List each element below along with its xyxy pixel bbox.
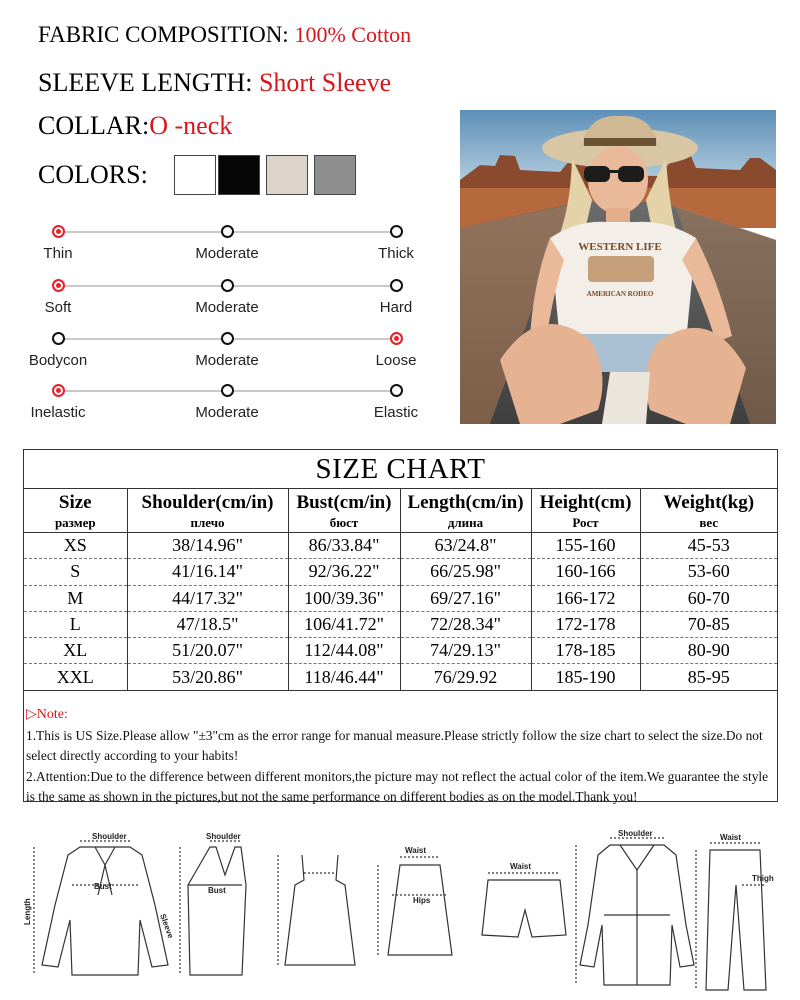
fabric-value: 100% Cotton [294,22,412,47]
fabric-composition [38,22,411,48]
collar-label: COLLAR: [38,111,150,140]
label-waist-shorts: Waist [510,862,532,871]
softness-scale [22,277,432,327]
scale-label-middle: Moderate [195,299,259,316]
blouse-diagram-icon [34,841,168,975]
scale-dot-middle [221,384,234,397]
scale-dot-left [52,332,65,345]
label-waist-pants: Waist [720,833,742,842]
color-swatch-beige[interactable] [266,155,308,195]
size-notes [26,705,773,808]
elasticity-scale [22,382,432,432]
shirt-text-bottom: AMERICAN RODEO [586,290,654,298]
size-chart-title: SIZE CHART [24,450,777,489]
scale-label-right: Elastic [373,404,419,421]
table-row: M 44/17.32" 100/39.36" 69/27.16" 166-172 60-70 [24,585,777,611]
pants-diagram-icon [696,843,766,990]
table-header-row [24,488,777,533]
fabric-label: FABRIC COMPOSITION: [38,22,289,47]
colors-label: COLORS: [38,160,148,189]
thickness-scale [22,223,432,273]
color-swatch-black[interactable] [218,155,260,195]
sleeve-value: Short Sleeve [258,68,392,97]
table-row: L 47/18.5" 106/41.72" 72/28.34" 172-178 70-85 [24,611,777,637]
scale-dot-right [390,332,403,345]
scale-label-middle: Moderate [195,404,259,421]
size-table [24,488,777,691]
col-header-length: Length(cm/in) длина [400,488,531,533]
label-bust-tank: Bust [208,886,226,895]
col-header-bust: Bust(cm/in) бюст [288,488,400,533]
scale-dot-right [390,225,403,238]
label-shoulder: Shoulder [92,832,127,841]
table-row: XL 51/20.07" 112/44.08" 74/29.13" 178-185 80-90 [24,638,777,664]
collar [38,111,232,141]
scale-label-left: Thin [43,245,73,262]
coat-diagram-icon [576,838,694,985]
label-sleeve: Sleeve [158,912,176,940]
label-hips: Hips [413,896,431,905]
scale-dot-left [52,225,65,238]
label-waist-skirt: Waist [405,846,427,855]
scale-label-left: Inelastic [30,404,86,421]
scale-dot-right [390,279,403,292]
scale-dot-left [52,384,65,397]
scale-label-left: Soft [44,299,72,316]
scale-label-middle: Moderate [195,245,259,262]
scale-dot-left [52,279,65,292]
scale-dot-middle [221,279,234,292]
color-swatch-white[interactable] [174,155,216,195]
scale-dot-middle [221,225,234,238]
scale-label-right: Thick [378,245,414,262]
scale-label-right: Hard [379,299,413,316]
color-swatch-gray[interactable] [314,155,356,195]
collar-value: O -neck [149,111,233,140]
scale-label-right: Loose [375,352,417,369]
note-2: 2.Attention:Due to the difference between different monitors,the picture may not reflect the actual color of the item.We guarantee the style is the same as shown in the pictures,but not the same performance on different bodies as on the model.Thank you! [26,768,769,804]
shorts-diagram-icon [482,873,566,937]
table-row: S 41/16.14" 92/36.22" 66/25.98" 160-166 53-60 [24,559,777,585]
note-1: 1.This is US Size.Please allow "±3"cm as the error range for manual measure.Please strictly follow the size chart to select the size.Do not select directly according to your habits! [26,727,763,763]
tank-diagram-icon [180,841,246,975]
label-length: Length [23,898,32,925]
scale-dot-right [390,384,403,397]
col-header-weight: Weight(kg) вес [640,488,777,533]
sleeve-label: SLEEVE LENGTH: [38,68,253,97]
label-bust: Bust [94,882,112,891]
scale-label-middle: Moderate [195,352,259,369]
shirt-text-top: WESTERN LIFE [578,241,662,253]
model-photo [460,110,776,424]
colors [38,160,148,190]
size-chart [23,449,778,802]
scale-dot-middle [221,332,234,345]
table-row: XS 38/14.96" 86/33.84" 63/24.8" 155-160 45-53 [24,533,777,559]
scale-label-left: Bodycon [28,352,88,369]
measurement-diagrams [20,825,780,995]
sleeve-length [38,68,391,98]
dress-diagram-icon [278,855,355,965]
col-header-size: Size размер [24,488,127,533]
skirt-diagram-icon [378,857,452,955]
label-thigh: Thigh [752,874,774,883]
label-shoulder-coat: Shoulder [618,829,653,838]
col-header-shoulder: Shoulder(cm/in) плечо [127,488,288,533]
label-shoulder-tank: Shoulder [206,832,241,841]
col-header-height: Height(cm) Рост [531,488,640,533]
table-row: XXL 53/20.86" 118/46.44" 76/29.92 185-190 85-95 [24,664,777,690]
note-title: ▷Note: [26,707,68,722]
fit-scale [22,330,432,380]
